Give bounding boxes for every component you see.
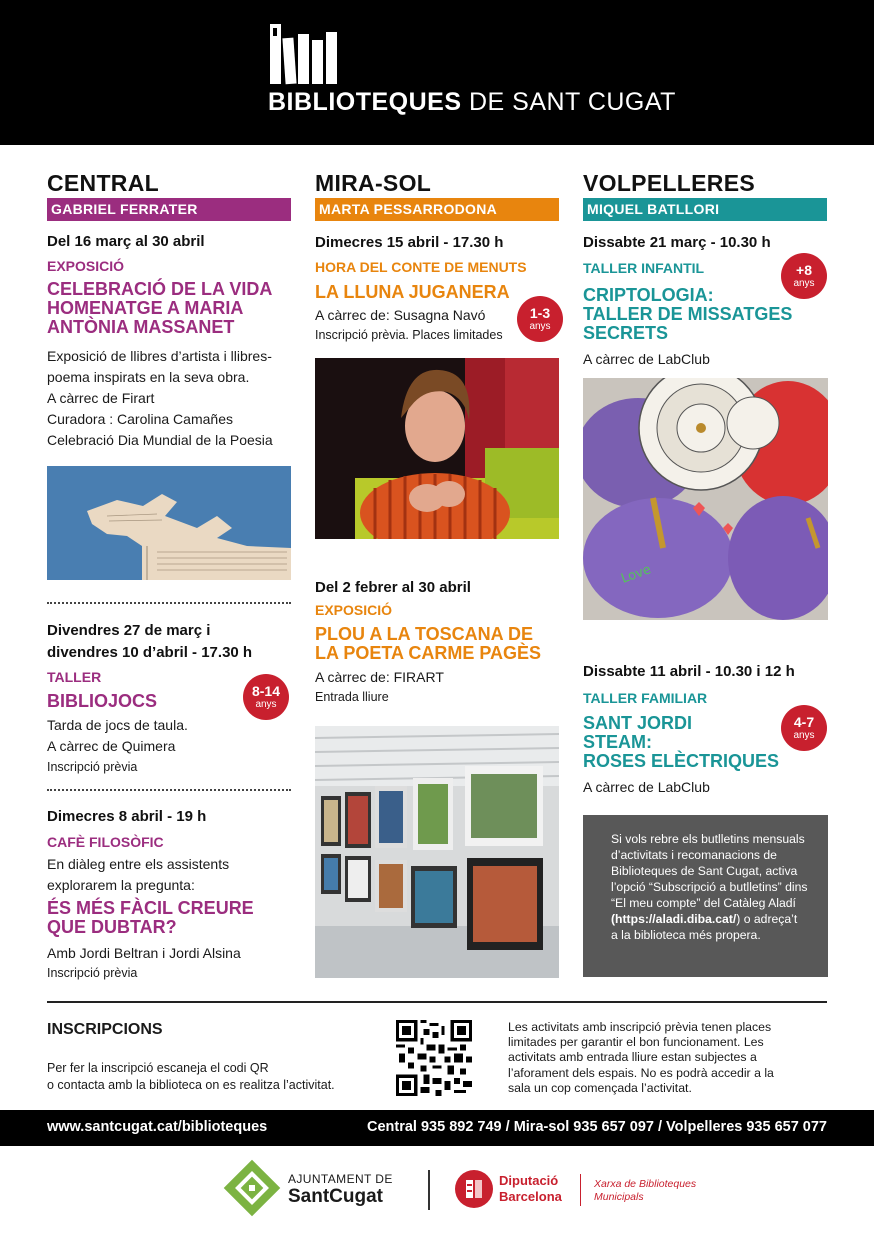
registrations-text: Per fer la inscripció escaneja el codi QR o contacta amb la biblioteca on es realitza l’activitat.: [47, 1061, 335, 1092]
event-description: Tarda de jocs de taula. A càrrec de Quimera: [47, 717, 188, 754]
event-host: A càrrec de LabClub: [583, 779, 710, 795]
contact-bar: [0, 1110, 874, 1146]
age-badge: 4-7 anys: [781, 705, 827, 751]
central-library-band: GABRIEL FERRATER: [47, 198, 291, 221]
registration-note: Inscripció prèvia: [47, 760, 138, 774]
event-date: Divendres 27 de març i divendres 10 d’abril - 17.30 h: [47, 622, 253, 661]
exhibition-book-art-image: [47, 466, 291, 580]
event-category: HORA DEL CONTE DE MENUTS: [315, 259, 527, 275]
mirasol-title: MIRA-SOL: [315, 170, 432, 196]
event-category: EXPOSICIÓ: [315, 602, 393, 618]
barcelona-text: Barcelona: [499, 1189, 562, 1204]
phone-numbers: Central 935 892 749 / Mira-sol 935 657 097 / Volpelleres 935 657 077: [366, 1119, 827, 1135]
svg-text:Love: Love: [619, 562, 654, 587]
event-title: LA LLUNA JUGANERA: [315, 282, 510, 302]
event-host: A càrrec de LabClub: [583, 351, 710, 367]
cipher-wheels-image: [583, 378, 828, 620]
divider: [47, 602, 291, 604]
event-category: TALLER INFANTIL: [583, 260, 705, 276]
registration-policy-note: Les activitats amb inscripció prèvia tenen places limitades per garantir el bon funcionament. Les activitats amb entrada lliure estan subjectes a l’aforament dels espais. No es podrà accedir a la sala un cop començada l’activitat.: [508, 1020, 774, 1095]
storyteller-photo-image: [315, 358, 559, 539]
central-title: CENTRAL: [47, 170, 159, 196]
event-date: Del 16 març al 30 abril: [47, 233, 205, 250]
event-title: CRIPTOLOGIA: TALLER DE MISSATGES SECRETS: [583, 285, 793, 343]
event-category: TALLER FAMILIAR: [583, 690, 708, 706]
sant-cugat-text: SantCugat: [288, 1186, 383, 1207]
registrations-title: INSCRIPCIONS: [47, 1021, 163, 1038]
ajuntament-sant-cugat-logo-icon: [222, 1158, 282, 1218]
libraries-logo-text: BIBLIOTEQUES DE SANT CUGAT: [268, 88, 676, 116]
event-category: CAFÈ FILOSÒFIC: [47, 834, 164, 850]
event-date: Dimecres 8 abril - 19 h: [47, 808, 207, 825]
age-badge: 1-3 anys: [517, 296, 563, 342]
diputacio-text: Diputació: [499, 1173, 559, 1188]
event-title: SANT JORDI STEAM: ROSES ELÈCTRIQUES: [583, 713, 780, 771]
event-host: A càrrec de: Susagna Navó: [315, 307, 486, 323]
event-date: Dissabte 21 març - 10.30 h: [583, 234, 771, 251]
event-title: ÉS MÉS FÀCIL CREURE QUE DUBTAR?: [47, 898, 254, 937]
volpelleres-title: VOLPELLERES: [583, 170, 755, 196]
logo-separator: [428, 1170, 430, 1210]
event-category: TALLER: [47, 669, 102, 685]
mirasol-library-band: MARTA PESSARRODONA: [315, 198, 559, 221]
website-link[interactable]: www.santcugat.cat/biblioteques: [47, 1119, 268, 1135]
qr-code-icon[interactable]: [396, 1020, 472, 1096]
newsletter-info-box: Si vols rebre els butlletins mensuals d’activitats i recomanacions de Biblioteques de Sant Cugat, activa l’opció “Subscripció a butlletins” dins “El meu compte” del Catàleg Aladí (https://aladi.diba.cat/) o adreça’t a la biblioteca més propera.: [583, 815, 828, 977]
event-title: PLOU A LA TOSCANA DE LA POETA CARME PAGÈS: [315, 624, 542, 663]
footer-divider: [47, 1001, 827, 1003]
event-host: A càrrec de: FIRART: [315, 669, 444, 685]
registration-note: Inscripció prèvia. Places limitades: [315, 328, 503, 342]
xarxa-biblioteques-text: Xarxa de Biblioteques Municipals: [594, 1178, 697, 1203]
event-title: CELEBRACIÓ DE LA VIDA HOMENATGE A MARIA ANTÒNIA MASSANET: [47, 279, 273, 337]
volpelleres-library-band: MIQUEL BATLLORI: [583, 198, 827, 221]
entry-note: Entrada lliure: [315, 690, 389, 704]
divider: [47, 789, 291, 791]
age-badge: 8-14 anys: [243, 674, 289, 720]
logo-separator: [580, 1174, 581, 1206]
catalog-link[interactable]: (https://aladi.diba.cat/: [611, 912, 737, 926]
gallery-paintings-image: [315, 726, 559, 978]
event-category: EXPOSICIÓ: [47, 258, 125, 274]
event-hosts: Amb Jordi Beltran i Jordi Alsina: [47, 945, 241, 961]
age-badge: +8 anys: [781, 253, 827, 299]
libraries-logo-icon: [268, 24, 338, 86]
header: [0, 0, 874, 145]
event-title: BIBLIOJOCS: [47, 691, 158, 711]
event-date: Del 2 febrer al 30 abril: [315, 579, 471, 596]
event-date: Dissabte 11 abril - 10.30 i 12 h: [583, 663, 795, 680]
ajuntament-text: AJUNTAMENT DE: [288, 1172, 393, 1186]
registration-note: Inscripció prèvia: [47, 966, 138, 980]
diputacio-barcelona-logo-icon: [455, 1170, 493, 1208]
event-description: Exposició de llibres d’artista i llibres- poema inspirats en la seva obra. A càrrec de Firart Curadora : Carolina Camañes Celebració Dia Mundial de la Poesia: [47, 348, 273, 448]
event-date: Dimecres 15 abril - 17.30 h: [315, 234, 504, 251]
event-description: En diàleg entre els assistents explorarem la pregunta:: [47, 856, 230, 893]
